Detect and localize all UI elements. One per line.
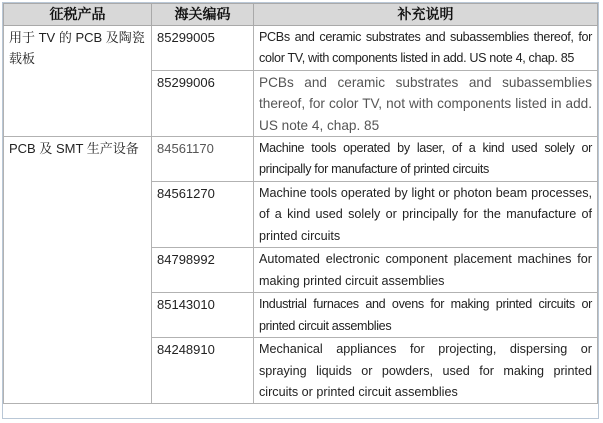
note-cell: PCBs and ceramic substrates and subassemblies thereof, for color TV, with components listed in add. US note 4, chap. 85 [254,26,598,71]
hs-code-cell: 85143010 [152,293,254,338]
tariff-table-container [2,2,599,419]
hs-code-cell: 85299005 [152,26,254,71]
note-cell: Automated electronic component placement machines for making printed circuit assemblies [254,248,598,293]
product-cell: PCB 及 SMT 生产设备 [4,137,152,404]
tariff-table [3,3,598,404]
header-product: 征税产品 [4,4,152,26]
header-row [4,4,598,26]
note-cell: PCBs and ceramic substrates and subassemblies thereof, for color TV, not with components listed in add. US note 4, chap. 85 [254,70,598,136]
hs-code-cell: 84561170 [152,137,254,182]
hs-code-cell: 84798992 [152,248,254,293]
note-cell: Mechanical appliances for projecting, dispersing or spraying liquids or powders, used for making printed circuits or printed circuit assemblies [254,338,598,404]
header-hs-code: 海关编码 [152,4,254,26]
product-cell: 用于 TV 的 PCB 及陶瓷载板 [4,26,152,137]
note-cell: Industrial furnaces and ovens for making printed circuits or printed circuit assemblies [254,293,598,338]
table-row [4,26,598,71]
hs-code-cell: 84561270 [152,182,254,248]
note-cell: Machine tools operated by laser, of a kind used solely or principally for manufacture of printed circuits [254,137,598,182]
note-cell: Machine tools operated by light or photon beam processes, of a kind used solely or principally for the manufacture of printed circuits [254,182,598,248]
hs-code-cell: 85299006 [152,70,254,136]
header-notes: 补充说明 [254,4,598,26]
hs-code-cell: 84248910 [152,338,254,404]
table-row [4,137,598,182]
